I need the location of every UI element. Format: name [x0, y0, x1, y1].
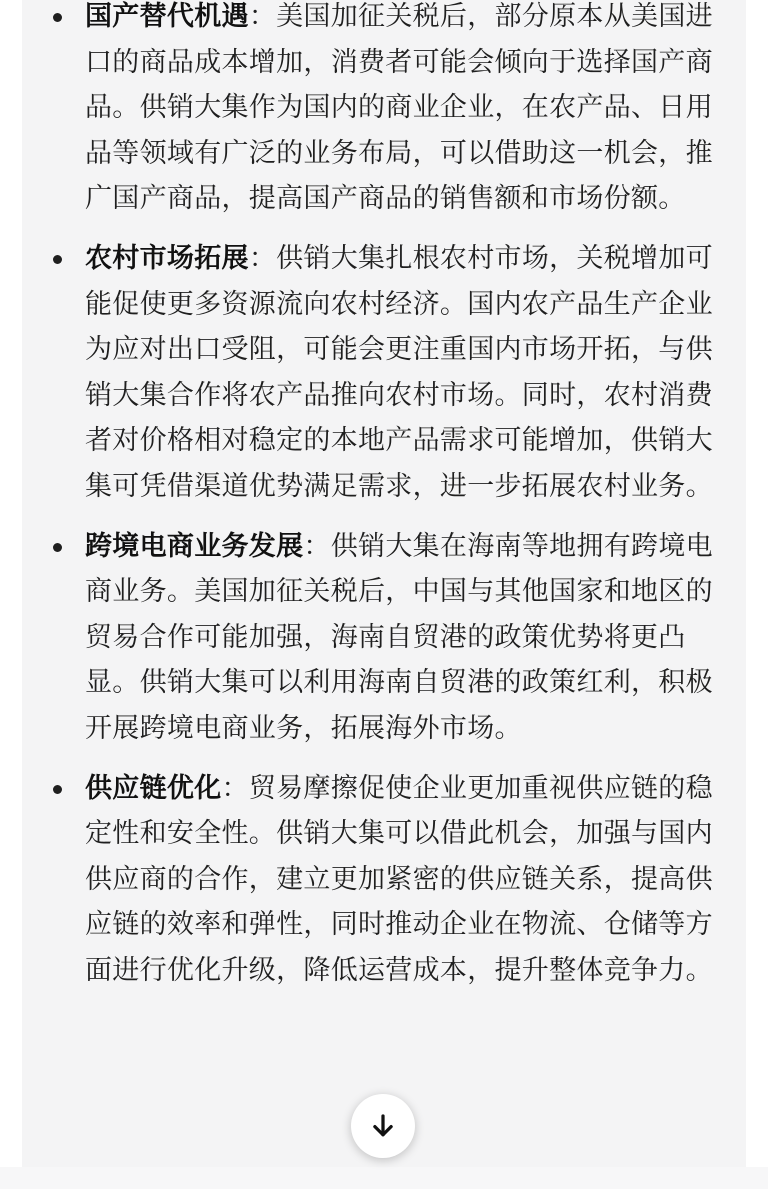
bullet-dot — [53, 543, 62, 552]
item-title: 国产替代机遇 — [85, 1, 249, 32]
item-colon: ： — [248, 242, 277, 274]
bullet-list — [22, 0, 746, 1007]
list-item — [22, 766, 746, 994]
item-body: 供销大集在海南等地拥有跨境电商业务。美国加征关税后，中国与其他国家和地区的贸易合作可能加强，海南自贸港的政策优势将更凸显。供销大集可以利用海南自贸港的政策红利，积极开展跨境电商业务，拓展海外市场。 — [85, 530, 713, 744]
bullet-dot — [53, 13, 62, 22]
arrow-down-icon — [368, 1111, 398, 1141]
item-title: 供应链优化 — [85, 772, 222, 804]
message-content — [22, 0, 746, 1167]
item-title: 跨境电商业务发展 — [85, 530, 304, 562]
bullet-dot — [53, 255, 62, 264]
list-item — [22, 524, 746, 752]
item-colon: ： — [303, 530, 331, 562]
bottom-bar — [0, 1167, 768, 1189]
item-body: 贸易摩擦促使企业更加重视供应链的稳定性和安全性。供销大集可以借此机会，加强与国内供应商的合作，建立更加紧密的供应链关系，提高供应链的效率和弹性，同时推动企业在物流、仓储等方面进行优化升级，降低运营成本，提升整体竞争力。 — [85, 772, 713, 986]
list-item — [22, 236, 746, 510]
list-item — [22, 0, 746, 222]
item-body: 供销大集扎根农村市场，关税增加可能促使更多资源流向农村经济。国内农产品生产企业为应对出口受阻，可能会更注重国内市场开拓，与供销大集合作将农产品推向农村市场。同时，农村消费者对价格相对稳定的本地产品需求可能增加，供销大集可凭借渠道优势满足需求，进一步拓展农村业务。 — [85, 242, 713, 502]
bullet-dot — [53, 785, 62, 794]
item-title: 农村市场拓展 — [85, 242, 249, 274]
item-body: 美国加征关税后，部分原本从美国进口的商品成本增加，消费者可能会倾向于选择国产商品。供销大集作为国内的商业企业，在农产品、日用品等领域有广泛的业务布局，可以借助这一机会，推广国产商品，提高国产商品的销售额和市场份额。 — [85, 1, 713, 215]
item-colon: ： — [248, 1, 277, 32]
item-colon: ： — [221, 772, 249, 804]
scroll-to-bottom-button[interactable] — [351, 1094, 415, 1158]
